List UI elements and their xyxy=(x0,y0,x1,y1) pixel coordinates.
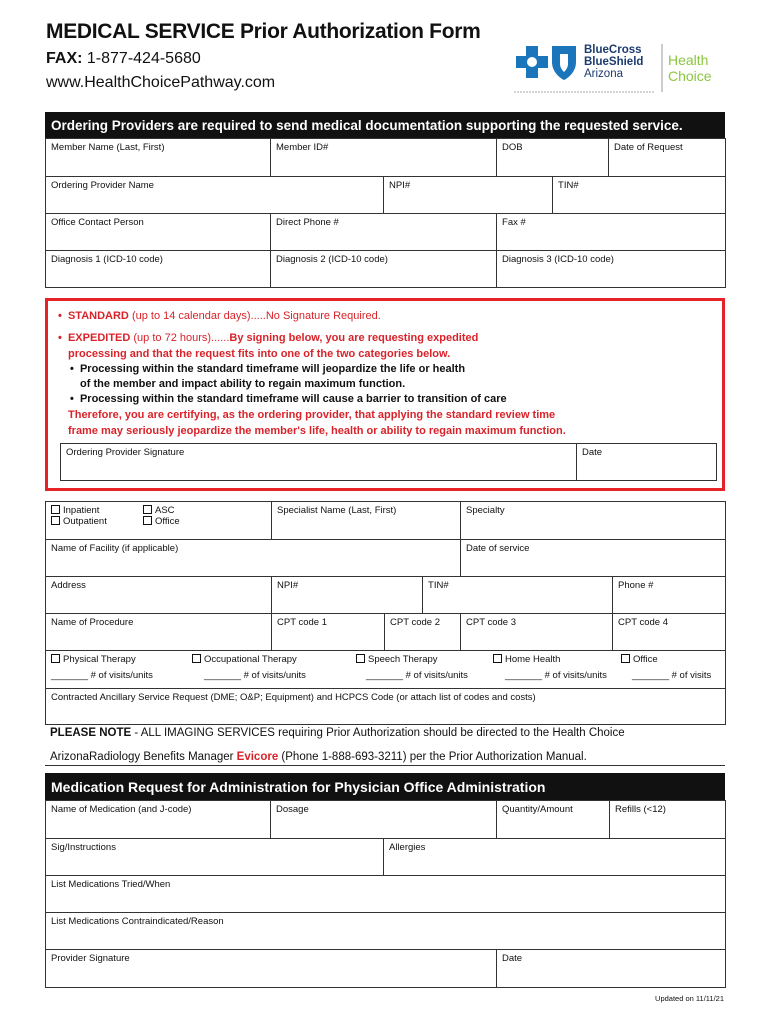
asc-label: ASC xyxy=(155,505,175,516)
service-info-table xyxy=(45,501,726,725)
fax-number: 1-877-424-5680 xyxy=(86,50,201,67)
member-name-field[interactable]: Member Name (Last, First) xyxy=(46,139,271,177)
date-of-service-field[interactable]: Date of service xyxy=(461,540,726,577)
logo-area xyxy=(514,40,734,96)
updated-date: Updated on 11/11/21 xyxy=(655,994,724,1003)
tin-field[interactable]: TIN# xyxy=(553,177,726,214)
member-id-field[interactable]: Member ID# xyxy=(271,139,497,177)
pt-box-icon[interactable] xyxy=(51,654,60,663)
website: www.HealthChoicePathway.com xyxy=(46,74,276,91)
standard-option[interactable]: • STANDARD (up to 14 calendar days).....No Signature Required. xyxy=(58,310,381,322)
cpt-code-3-field[interactable]: CPT code 3 xyxy=(461,614,613,651)
criteria-2-text: Processing within the standard timeframe will cause a barrier to transition of care xyxy=(79,393,507,405)
sig-instructions-field[interactable]: Sig/Instructions xyxy=(46,839,384,876)
office-visits[interactable]: _______ # of visits xyxy=(632,670,712,681)
inpatient-label: Inpatient xyxy=(63,505,100,516)
member-info-table xyxy=(45,138,726,288)
office-box-icon[interactable] xyxy=(143,516,152,525)
imaging-note xyxy=(50,727,625,739)
direct-phone-field[interactable]: Direct Phone # xyxy=(271,214,497,251)
bcbs-line1: BlueCross xyxy=(584,44,642,56)
pt-visits[interactable]: _______ # of visits/units xyxy=(51,670,153,681)
ancillary-request-field[interactable]: Contracted Ancillary Service Request (DME; O&P; Equipment) and HCPCS Code (or attach list of codes and costs) xyxy=(46,689,726,725)
address-field[interactable]: Address xyxy=(46,577,272,614)
dosage-field[interactable]: Dosage xyxy=(271,801,497,839)
medications-contraindicated-field[interactable]: List Medications Contraindicated/Reason xyxy=(46,913,726,950)
certify-line-1: Therefore, you are certifying, as the ordering provider, that applying the standard review time xyxy=(68,409,556,421)
hc-line1: Health xyxy=(668,52,709,68)
hh-visits[interactable]: _______ # of visits/units xyxy=(505,670,607,681)
outpatient-box-icon[interactable] xyxy=(51,516,60,525)
certify-line-2: frame may seriously jeopardize the member's life, health or ability to regain maximum function. xyxy=(68,425,566,437)
note-divider xyxy=(45,765,725,766)
st-box-icon[interactable] xyxy=(356,654,365,663)
st-visits[interactable]: _______ # of visits/units xyxy=(366,670,468,681)
therapy-row xyxy=(46,651,726,689)
expedited-statement-1: By signing below, you are requesting expedited xyxy=(229,332,479,344)
ot-box-icon[interactable] xyxy=(192,654,201,663)
ordering-provider-signature-field[interactable]: Ordering Provider Signature xyxy=(61,444,577,481)
criteria-1-cont: of the member and impact ability to regain maximum function. xyxy=(80,378,406,390)
procedure-name-field[interactable]: Name of Procedure xyxy=(46,614,272,651)
physical-therapy-checkbox[interactable] xyxy=(51,654,136,665)
facility-tin-field[interactable]: TIN# xyxy=(423,577,613,614)
bcbs-line3: Arizona xyxy=(584,68,623,80)
speech-therapy-checkbox[interactable] xyxy=(356,654,438,665)
office-contact-field[interactable]: Office Contact Person xyxy=(46,214,271,251)
office-therapy-box-icon[interactable] xyxy=(621,654,630,663)
health-choice-wordmark xyxy=(668,52,712,84)
office-therapy-checkbox[interactable] xyxy=(621,654,658,665)
st-label: Speech Therapy xyxy=(368,654,438,665)
medication-table xyxy=(45,800,726,988)
facility-phone-field[interactable]: Phone # xyxy=(613,577,726,614)
signature-date-field[interactable]: Date xyxy=(577,444,717,481)
refills-field[interactable]: Refills (<12) xyxy=(610,801,726,839)
note-line-2-post: (Phone 1-888-693-3211) per the Prior Authorization Manual. xyxy=(278,751,587,763)
medication-name-field[interactable]: Name of Medication (and J-code) xyxy=(46,801,271,839)
please-note-label: PLEASE NOTE xyxy=(50,727,132,739)
expedited-option[interactable]: • EXPEDITED (up to 72 hours)......By signing below, you are requesting expedited xyxy=(58,332,479,344)
facility-name-field[interactable]: Name of Facility (if applicable) xyxy=(46,540,461,577)
criteria-2: • Processing within the standard timeframe will cause a barrier to transition of care xyxy=(70,393,507,405)
cpt-code-1-field[interactable]: CPT code 1 xyxy=(272,614,385,651)
occupational-therapy-checkbox[interactable] xyxy=(192,654,297,665)
asc-box-icon[interactable] xyxy=(143,505,152,514)
setting-checkboxes xyxy=(46,502,272,540)
criteria-1: • Processing within the standard timeframe will jeopardize the life or health xyxy=(70,363,466,375)
form-title: MEDICAL SERVICE Prior Authorization Form xyxy=(46,20,481,43)
section3-banner: Medication Request for Administration for Physician Office Administration xyxy=(45,773,725,800)
note-line-2-pre: ArizonaRadiology Benefits Manager xyxy=(50,751,237,763)
note-line-1: - ALL IMAGING SERVICES requiring Prior Authorization should be directed to the Health Choice xyxy=(131,727,625,739)
office-label: Office xyxy=(155,516,180,527)
medications-tried-field[interactable]: List Medications Tried/When xyxy=(46,876,726,913)
npi-field[interactable]: NPI# xyxy=(384,177,553,214)
specialist-name-field[interactable]: Specialist Name (Last, First) xyxy=(272,502,461,540)
ot-visits[interactable]: _______ # of visits/units xyxy=(204,670,306,681)
standard-label: STANDARD xyxy=(67,310,129,322)
office-therapy-label: Office xyxy=(633,654,658,665)
hh-box-icon[interactable] xyxy=(493,654,502,663)
criteria-1-text: Processing within the standard timeframe will jeopardize the life or health xyxy=(79,363,466,375)
bcbs-line2: BlueShield xyxy=(584,56,644,68)
bcbs-wordmark xyxy=(584,44,643,80)
outpatient-checkbox[interactable] xyxy=(51,516,143,527)
dob-field[interactable]: DOB xyxy=(497,139,609,177)
section1-banner: Ordering Providers are required to send medical documentation supporting the requested service. xyxy=(45,112,725,138)
inpatient-checkbox[interactable] xyxy=(51,505,143,516)
pt-label: Physical Therapy xyxy=(63,654,136,665)
imaging-note-line-2 xyxy=(50,751,587,763)
fax-label: FAX: xyxy=(46,50,83,67)
standard-desc: (up to 14 calendar days).....No Signature Required. xyxy=(131,310,381,322)
hc-line2: Choice xyxy=(668,68,712,84)
date-of-request-field[interactable]: Date of Request xyxy=(609,139,726,177)
specialty-field[interactable]: Specialty xyxy=(461,502,726,540)
asc-checkbox[interactable] xyxy=(143,505,180,516)
ot-label: Occupational Therapy xyxy=(204,654,297,665)
provider-signature-field[interactable]: Provider Signature xyxy=(46,950,497,988)
expedited-timeframe: (up to 72 hours)...... xyxy=(133,332,230,344)
signature-table xyxy=(60,443,717,481)
urgency-box xyxy=(45,298,725,491)
expedited-statement-2: processing and that the request fits into one of the two categories below. xyxy=(68,348,451,360)
home-health-checkbox[interactable] xyxy=(493,654,560,665)
quantity-field[interactable]: Quantity/Amount xyxy=(497,801,610,839)
fax-line xyxy=(46,50,201,68)
cpt-code-4-field[interactable]: CPT code 4 xyxy=(613,614,726,651)
outpatient-label: Outpatient xyxy=(63,516,107,527)
diagnosis-3-field[interactable]: Diagnosis 3 (ICD-10 code) xyxy=(497,251,726,288)
hh-label: Home Health xyxy=(505,654,561,665)
cpt-code-2-field[interactable]: CPT code 2 xyxy=(385,614,461,651)
office-checkbox[interactable] xyxy=(143,516,180,527)
fax-field[interactable]: Fax # xyxy=(497,214,726,251)
provider-signature-date-field[interactable]: Date xyxy=(497,950,726,988)
evicore-text: Evicore xyxy=(236,751,279,763)
expedited-label: EXPEDITED xyxy=(67,332,131,344)
diagnosis-2-field[interactable]: Diagnosis 2 (ICD-10 code) xyxy=(271,251,497,288)
diagnosis-1-field[interactable]: Diagnosis 1 (ICD-10 code) xyxy=(46,251,271,288)
facility-npi-field[interactable]: NPI# xyxy=(272,577,423,614)
allergies-field[interactable]: Allergies xyxy=(384,839,726,876)
inpatient-box-icon[interactable] xyxy=(51,505,60,514)
ordering-provider-name-field[interactable]: Ordering Provider Name xyxy=(46,177,384,214)
